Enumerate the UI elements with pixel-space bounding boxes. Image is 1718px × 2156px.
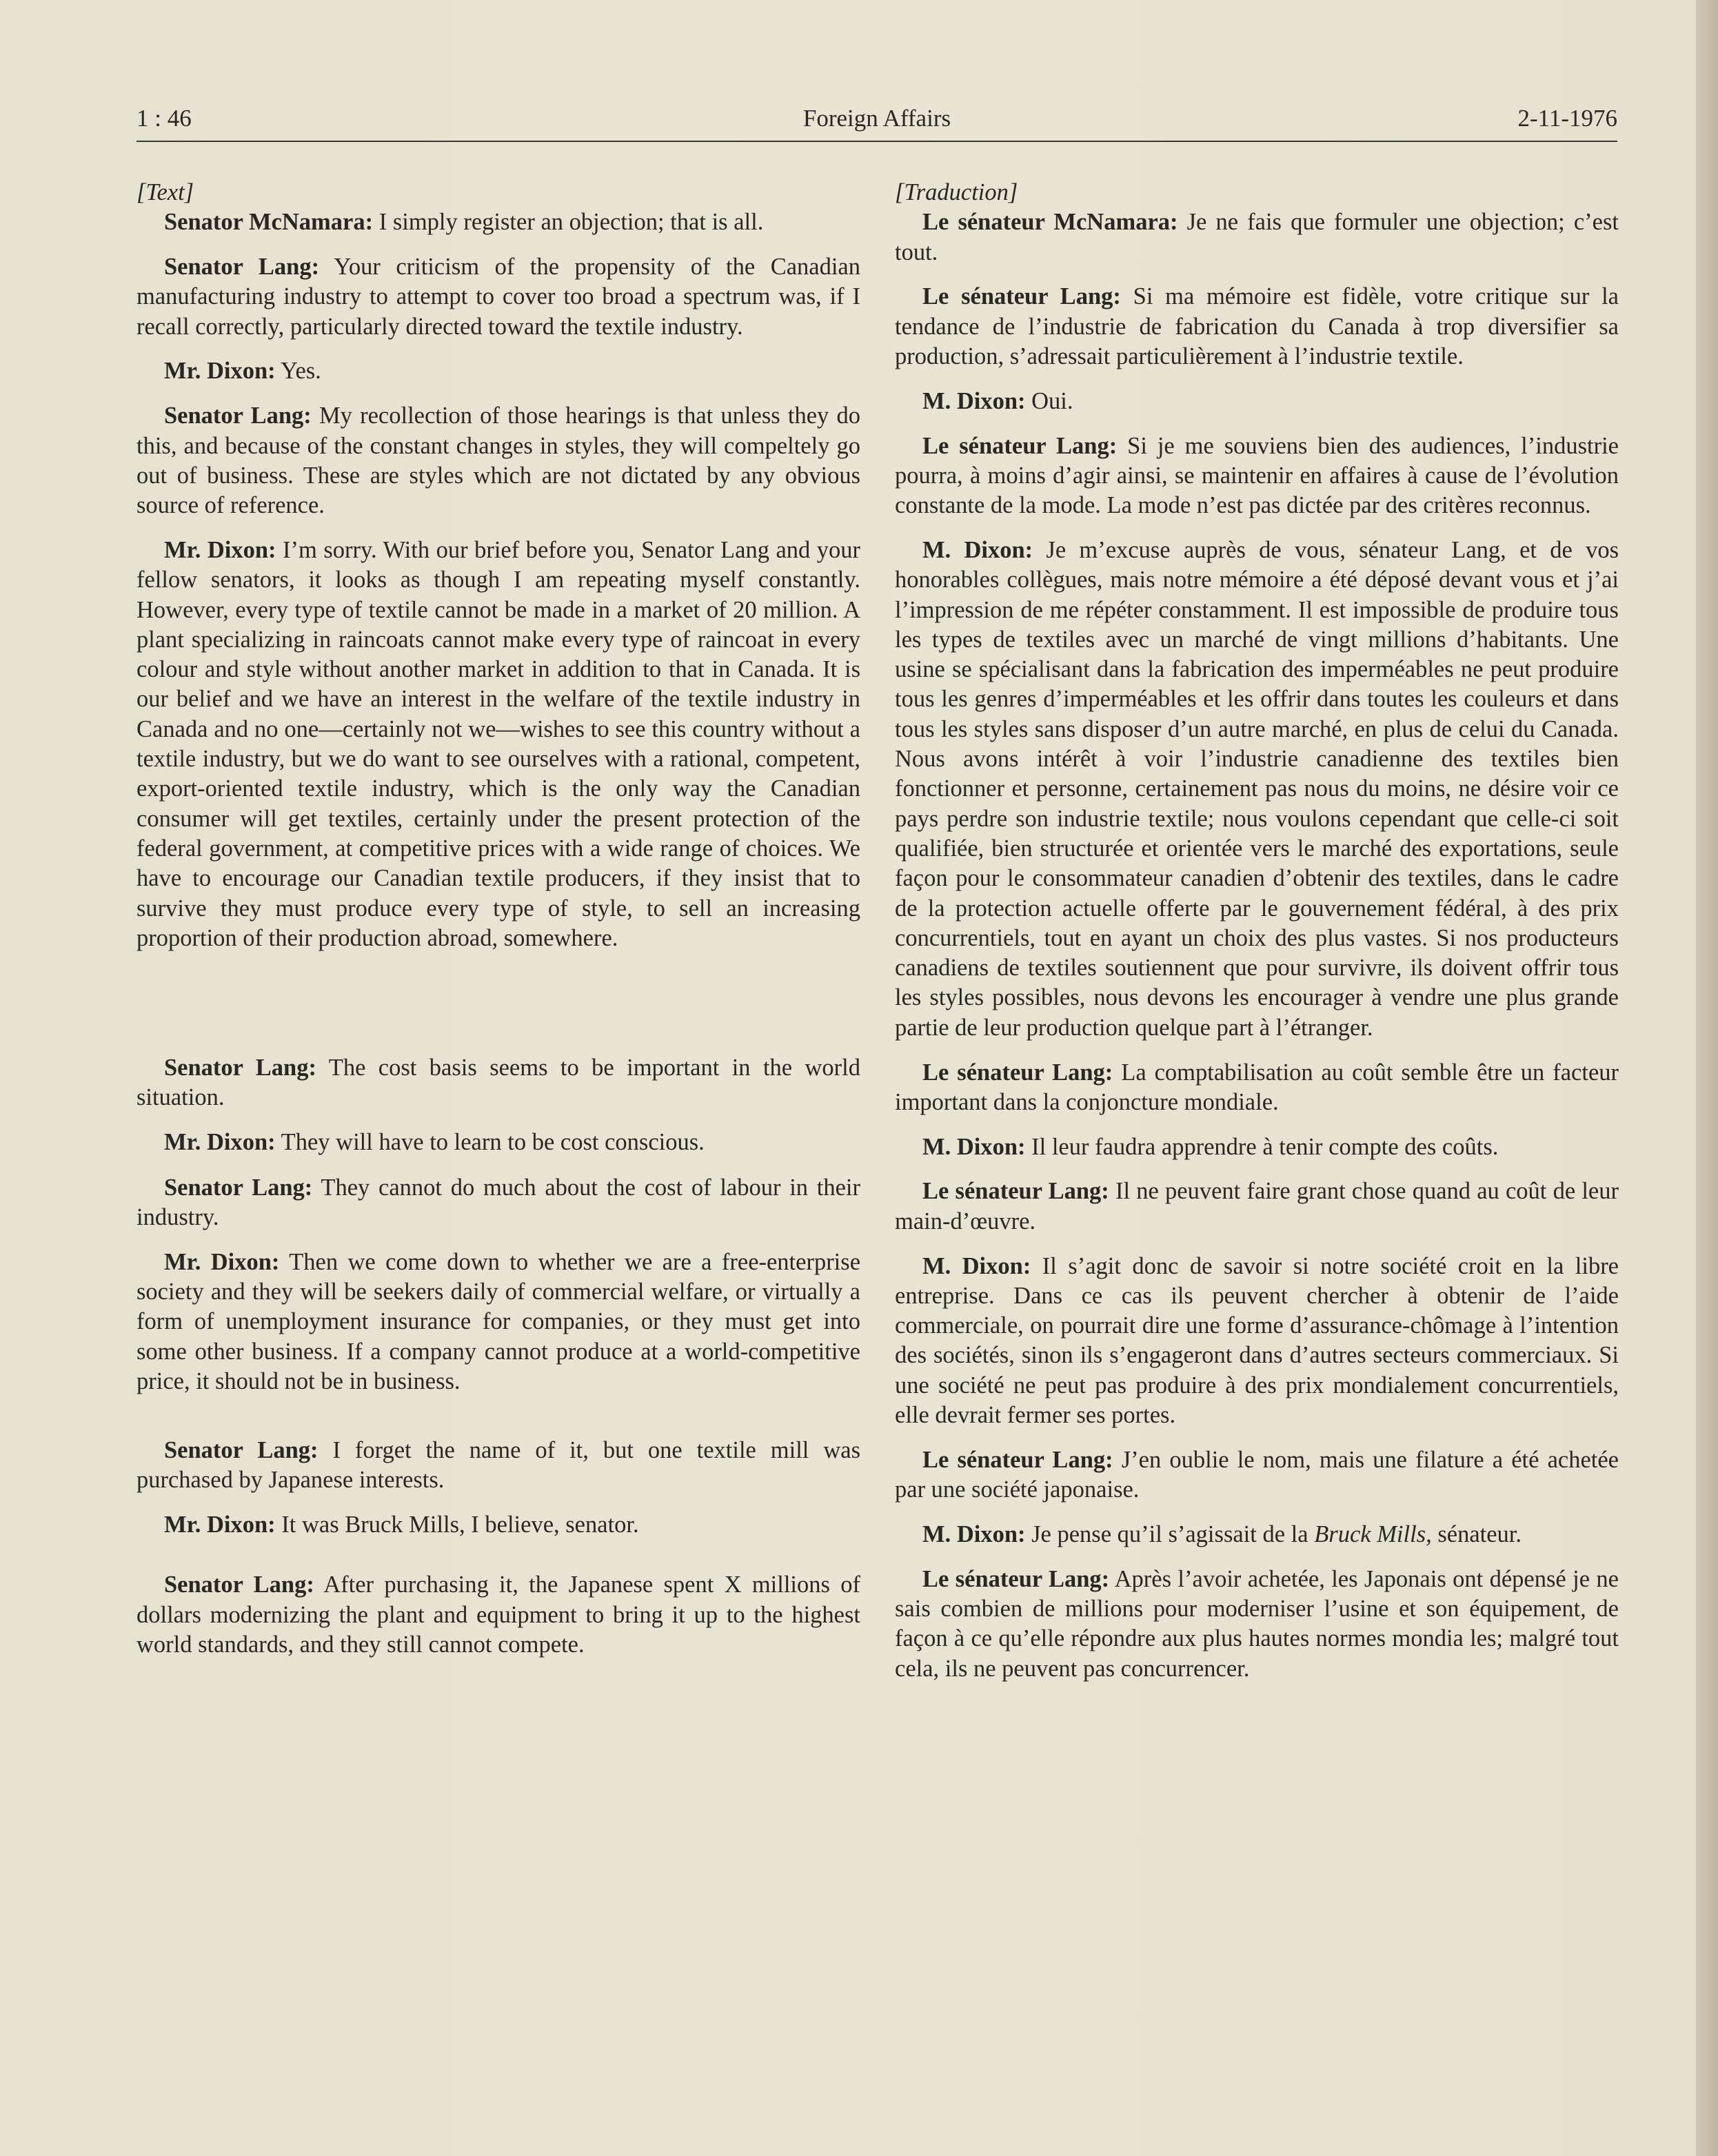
speech-paragraph bbox=[137, 536, 860, 953]
speech-paragraph bbox=[895, 1445, 1619, 1505]
speech-text: Il s’agit donc de savoir si notre société croit en la libre entreprise. Dans ce cas ils peuvent chercher à obtenir de l’aide commerciale, on pourrait dire une forme d’assurance-chômage à l’intention des sociétés, sinon ils s’engageront dans d’autres secteurs commerciaux. Si une société ne peut pas produire à des prix mondialement concurrentiels, elle devrait fermer ses portes. bbox=[895, 1252, 1619, 1428]
speaker-name: Le sénateur Lang: bbox=[922, 1178, 1109, 1205]
speech-text: They cannot do much about the cost of labour in their industry. bbox=[137, 1174, 860, 1230]
speaker-name: Senator McNamara: bbox=[164, 209, 374, 236]
speech-paragraph bbox=[895, 1058, 1619, 1118]
speaker-name: M. Dixon: bbox=[922, 536, 1033, 563]
column-tag bbox=[137, 178, 860, 207]
speech-text: La comptabilisation au coût semble être un facteur important dans la conjoncture mondiale. bbox=[895, 1059, 1619, 1115]
speaker-name: Senator Lang: bbox=[164, 1437, 319, 1464]
speech-text: Si je me souviens bien des audiences, l’industrie pourra, à moins d’agir ainsi, se maintenir en affaires à cause de l’évolution constante de la mode. La mode n’est pas dictée par des critères reconnus. bbox=[895, 432, 1619, 519]
speech-text: Your criticism of the propensity of the Canadian manufacturing industry to attempt to cover too broad a spectrum was, if I recall correctly, particularly directed toward the textile industry. bbox=[137, 254, 860, 340]
speech-paragraph bbox=[895, 1177, 1619, 1237]
speaker-name: Le sénateur Lang: bbox=[922, 283, 1121, 310]
speaker-name: Mr. Dixon: bbox=[164, 536, 276, 563]
speech-text: Il leur faudra apprendre à tenir compte des coûts. bbox=[1025, 1133, 1499, 1160]
speech-paragraph bbox=[137, 252, 860, 342]
speech-text: I forget the name of it, but one textile mill was purchased by Japanese interests. bbox=[137, 1437, 860, 1494]
speech-text: Je m’excuse auprès de vous, sénateur Lang, et de vos honorables collègues, mais notre mémoire a été déposé devant vous et j’ai l’impression de me répéter constamment. Il est impossible de produire tous les types de textiles avec un marché de vingt millions d’habitants. Une usine se spécialisant dans la fabrication des imperméables ne peut produire tous les genres d’imperméables et les offrir dans toutes les couleurs et dans tous les styles sans disposer d’un autre marché, en plus de celui du Canada. Nous avons intérêt à voir l’industrie canadienne des textiles bien fonctionner et personne, certainement pas nous du moins, ne désire voir ce pays perdre son industrie textile; nous voulons cependant que celle-ci soit qualifiée, bien structurée et orientée vers le marché des exportations, seule façon pour le consommateur canadien d’obtenir des textiles, dans le cadre de la protection actuelle offerte par le gouvernement fédéral, à des prix concurrentiels, tout en ayant un choix des plus vastes. Si nos producteurs canadiens de textiles soutiennent que pour survivre, ils doivent offrir tous les styles possibles, nous devons les encourager à vendre une plus grande partie de leur production quelque part à l’étranger. bbox=[895, 536, 1619, 1041]
speaker-name: Le sénateur Lang: bbox=[922, 1059, 1113, 1086]
speech-text: Yes. bbox=[275, 358, 321, 385]
speech-text: The cost basis seems to be important in the world situation. bbox=[137, 1055, 860, 1111]
speech-text: Je ne fais que formuler une objection; c’est tout. bbox=[895, 209, 1619, 265]
speaker-name: M. Dixon: bbox=[922, 1133, 1026, 1160]
speaker-name: M. Dixon: bbox=[922, 1252, 1031, 1279]
tag-close-bracket: ] bbox=[184, 179, 194, 205]
speech-paragraph bbox=[895, 431, 1619, 521]
speech-paragraph bbox=[137, 1053, 860, 1113]
speech-text: After purchasing it, the Japanese spent X millions of dollars modernizing the plant and equipment to bring it up to the highest world standards, and they still cannot compete. bbox=[137, 1572, 860, 1658]
speaker-name: Mr. Dixon: bbox=[164, 1512, 276, 1538]
speech-paragraph bbox=[895, 536, 1619, 1043]
speech-paragraph bbox=[137, 1128, 860, 1157]
speech-paragraph bbox=[895, 282, 1619, 372]
page-edge bbox=[1696, 0, 1718, 2156]
speech-paragraph bbox=[137, 1570, 860, 1660]
speaker-name: Le sénateur Lang: bbox=[922, 1446, 1113, 1473]
speech-paragraph bbox=[137, 401, 860, 520]
speech-paragraph bbox=[895, 387, 1619, 416]
speech-paragraph bbox=[137, 1510, 860, 1540]
speech-paragraph bbox=[895, 1565, 1619, 1684]
speech-text: I’m sorry. With our brief before you, Senator Lang and your fellow senators, it looks as though I am repeating myself constantly. However, every type of textile cannot be made in a market of 20 million. A plant specializing in raincoats cannot make every type of raincoat in every colour and style without another market in addition to that in Canada. It is our belief and we have an interest in the welfare of the textile industry in Canada and no one—certainly not we—wishes to see this country without a textile industry, but we do want to see ourselves with a rational, competent, export-oriented textile industry, which is the only way the Canadian consumer will get textiles, certainly under the present protection of the federal government, at competitive prices with a wide range of choices. We have to encourage our Canadian textile producers, if they insist that to survive they must produce every type of style, to sell an increasing proportion of their production abroad, somewhere. bbox=[137, 536, 860, 951]
speech-paragraph bbox=[895, 1252, 1619, 1431]
speech-text: Il ne peuvent faire grant chose quand au coût de leur main-d’œuvre. bbox=[895, 1178, 1619, 1234]
speaker-name: Mr. Dixon: bbox=[164, 1129, 276, 1156]
speaker-name: Mr. Dixon: bbox=[164, 358, 276, 385]
speech-paragraph bbox=[137, 1173, 860, 1233]
speaker-name: Senator Lang: bbox=[164, 1174, 313, 1201]
speech-text: I simply register an objection; that is all. bbox=[373, 209, 764, 236]
speech-text: Je pense qu’il s’agissait de la bbox=[1025, 1521, 1315, 1547]
speech-paragraph bbox=[137, 1248, 860, 1396]
publication-title: Foreign Affairs bbox=[802, 105, 951, 132]
speech-text: Si ma mémoire est fidèle, votre critique sur la tendance de l’industrie de fabrication du Canada à trop diversifier sa production, s’adressait particulièrement à l’industrie textile. bbox=[895, 283, 1619, 369]
speech-text: It was Bruck Mills, I believe, senator. bbox=[275, 1512, 639, 1538]
column-tag bbox=[895, 178, 1619, 207]
tag-close-bracket: ] bbox=[1008, 179, 1018, 205]
speech-text: Then we come down to whether we are a free-enterprise society and they will be seekers daily of commercial welfare, or virtually a form of unemployment insurance for companies, or they must get into some other business. If a company cannot produce at a world-competitive price, it should not be in business. bbox=[137, 1248, 861, 1394]
speaker-name: Senator Lang: bbox=[164, 1572, 314, 1598]
speech-text: J’en oublie le nom, mais une filature a été achetée par une société japonaise. bbox=[895, 1446, 1619, 1503]
speech-paragraph bbox=[137, 207, 860, 237]
running-header bbox=[137, 105, 1617, 142]
speaker-name: Senator Lang: bbox=[164, 403, 312, 429]
speech-paragraph bbox=[895, 207, 1619, 267]
speech-text: Oui. bbox=[1025, 387, 1073, 414]
tag-open-bracket: [ bbox=[137, 179, 146, 205]
tag-label: Text bbox=[145, 179, 185, 205]
header-date: 2-11-1976 bbox=[1517, 105, 1617, 132]
speaker-name: M. Dixon: bbox=[922, 1521, 1026, 1547]
speech-paragraph bbox=[895, 1520, 1619, 1549]
speaker-name: Senator Lang: bbox=[164, 1055, 316, 1081]
speech-text: Après l’avoir achetée, les Japonais ont dépensé je ne sais combien de millions pour moderniser l’usine et son équipement, de façon à ce qu’elle répondre aux plus hautes normes mondia les; malgré tout cela, ils ne peuvent pas concurrencer. bbox=[895, 1565, 1619, 1682]
speech-text: My recollection of those hearings is that unless they do this, and because of the constant changes in styles, they will compeltely go out of business. These are styles which are not dictated by any obvious source of reference. bbox=[137, 403, 860, 519]
speech-paragraph bbox=[895, 1132, 1619, 1162]
speech-text: sénateur. bbox=[1431, 1521, 1522, 1547]
speaker-name: Le sénateur McNamara: bbox=[922, 209, 1178, 236]
tag-open-bracket: [ bbox=[895, 179, 905, 205]
speech-paragraph bbox=[137, 356, 860, 386]
french-column bbox=[895, 178, 1619, 1698]
speech-paragraph bbox=[137, 1436, 860, 1496]
speaker-name: Mr. Dixon: bbox=[164, 1248, 280, 1275]
speaker-name: M. Dixon: bbox=[922, 387, 1026, 414]
english-column bbox=[137, 178, 860, 1675]
speaker-name: Le sénateur Lang: bbox=[922, 432, 1118, 459]
speaker-name: Le sénateur Lang: bbox=[922, 1565, 1110, 1592]
tag-label: Traduction bbox=[904, 179, 1009, 205]
company-name: Bruck Mills, bbox=[1314, 1521, 1432, 1547]
page-number: 1 : 46 bbox=[137, 105, 192, 132]
speaker-name: Senator Lang: bbox=[164, 254, 320, 281]
speech-text: They will have to learn to be cost conscious. bbox=[275, 1129, 705, 1156]
